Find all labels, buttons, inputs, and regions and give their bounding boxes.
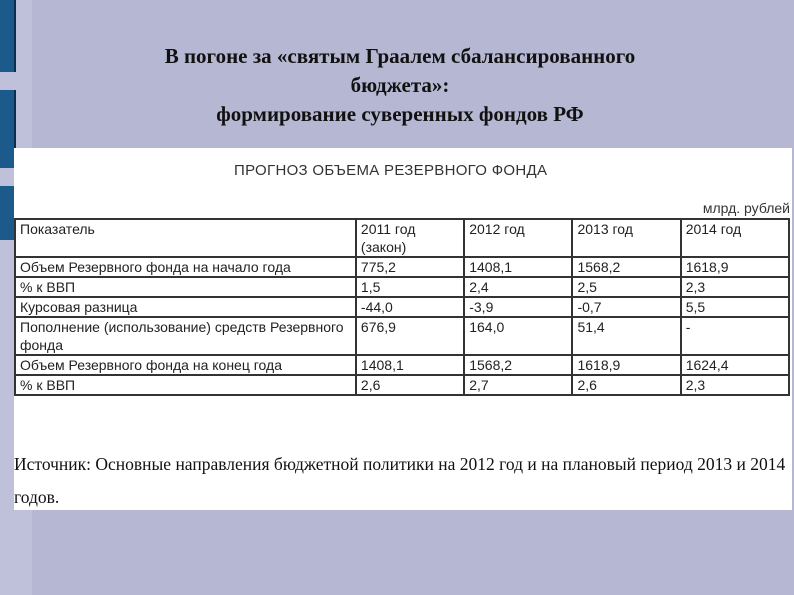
table-cell: Объем Резервного фонда на начало года [15, 257, 356, 277]
unit-label: млрд. рублей [702, 200, 790, 216]
table-cell: 1618,9 [681, 257, 789, 277]
table-cell: 2,5 [572, 277, 680, 297]
table-cell: -44,0 [356, 297, 464, 317]
table-row [15, 375, 789, 395]
table-cell: -3,9 [464, 297, 572, 317]
table-cell: 51,4 [572, 317, 680, 355]
table-cell: 5,5 [681, 297, 789, 317]
column-header: 2011 год (закон) [356, 219, 464, 257]
table-cell: 2,4 [464, 277, 572, 297]
table-cell: % к ВВП [15, 277, 356, 297]
table-cell: 1408,1 [356, 355, 464, 375]
table-row [15, 355, 789, 375]
column-header: 2014 год [681, 219, 789, 257]
table-cell: 1,5 [356, 277, 464, 297]
table-cell: 1618,9 [572, 355, 680, 375]
reserve-fund-sheet [14, 148, 792, 510]
column-header: 2012 год [464, 219, 572, 257]
table-row [15, 277, 789, 297]
table-cell: Курсовая разница [15, 297, 356, 317]
slide-title-line-2: бюджета»: [350, 73, 450, 97]
table-header-row [15, 219, 789, 257]
table-cell: Объем Резервного фонда на конец года [15, 355, 356, 375]
table-cell: 1568,2 [464, 355, 572, 375]
table-cell: Пополнение (использование) средств Резервного фонда [15, 317, 356, 355]
table-cell: 2,7 [464, 375, 572, 395]
column-header: 2013 год [572, 219, 680, 257]
table-row [15, 257, 789, 277]
slide-title [40, 42, 760, 129]
table-cell: % к ВВП [15, 375, 356, 395]
table-row [15, 297, 789, 317]
table-cell: -0,7 [572, 297, 680, 317]
table-cell: 676,9 [356, 317, 464, 355]
column-header: Показатель [15, 219, 356, 257]
sheet-heading: ПРОГНОЗ ОБЪЕМА РЕЗЕРВНОГО ФОНДА [234, 162, 548, 179]
table-row [15, 317, 789, 355]
table-cell: 775,2 [356, 257, 464, 277]
table-cell: 2,6 [356, 375, 464, 395]
table-cell: 1624,4 [681, 355, 789, 375]
table-cell: 2,3 [681, 375, 789, 395]
source-note: Источник: Основные направления бюджетной политики на 2012 год и на плановый период 2013 и 2014 годов. [14, 454, 786, 507]
reserve-fund-table [14, 218, 790, 396]
table-cell: - [681, 317, 789, 355]
slide-title-line-3: формирование суверенных фондов РФ [216, 102, 584, 126]
table-cell: 2,3 [681, 277, 789, 297]
table-cell: 164,0 [464, 317, 572, 355]
table-cell: 2,6 [572, 375, 680, 395]
slide-title-line-1: В погоне за «святым Граалем сбалансированного [164, 44, 636, 68]
decor-tab-1 [0, 0, 16, 72]
table-cell: 1568,2 [572, 257, 680, 277]
table-cell: 1408,1 [464, 257, 572, 277]
